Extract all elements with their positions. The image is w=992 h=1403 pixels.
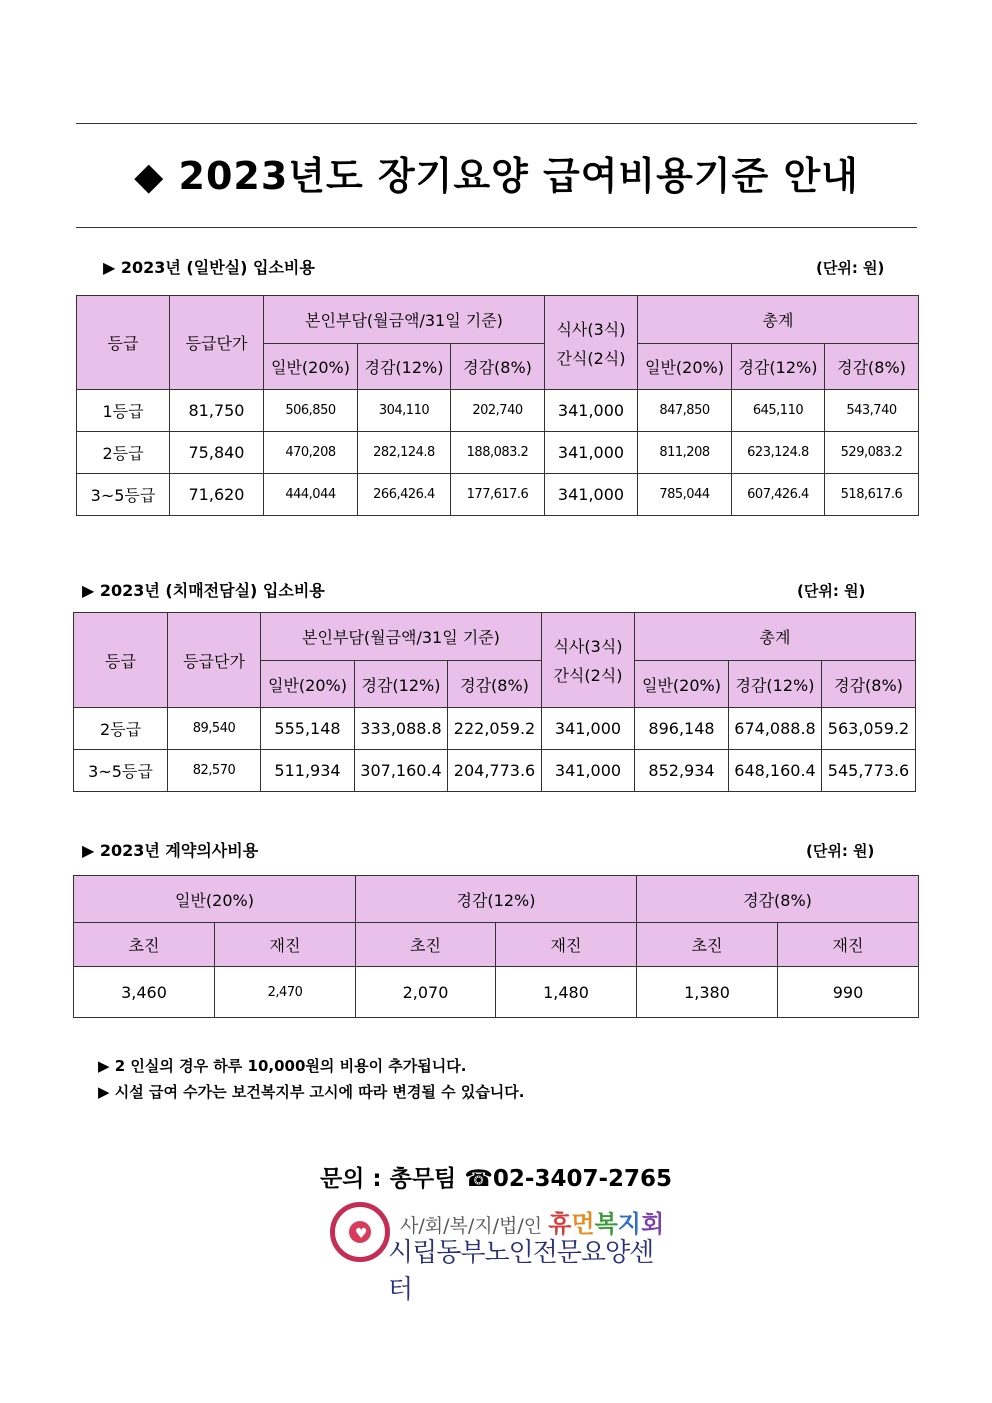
cell-total-reduced8: 529,083.2 — [825, 432, 919, 474]
cell-reduced8: 188,083.2 — [451, 432, 545, 474]
cell-general: 555,148 — [261, 708, 355, 750]
table-row — [77, 390, 919, 432]
cell-reduced12: 333,088.8 — [355, 708, 448, 750]
header-unit-price: 등급단가 — [168, 613, 261, 708]
section3-heading: ▶ 2023년 계약의사비용 — [82, 841, 259, 860]
cell-grade: 2등급 — [74, 708, 168, 750]
cell-price: 81,750 — [170, 390, 264, 432]
cell-total-reduced8: 545,773.6 — [822, 750, 916, 792]
header-total-general: 일반(20%) — [635, 661, 729, 708]
cell-meal: 341,000 — [542, 750, 635, 792]
header-total: 총계 — [638, 296, 919, 344]
cell-reduced12-first: 2,070 — [356, 967, 496, 1018]
cell-grade: 3~5등급 — [77, 474, 170, 516]
header-reduced12: 경감(12%) — [358, 344, 451, 390]
cell-total-reduced8: 543,740 — [825, 390, 919, 432]
cell-reduced12: 307,160.4 — [355, 750, 448, 792]
table-row — [77, 432, 919, 474]
header-meal-snack: 간식(2식) — [553, 666, 623, 685]
header-total-reduced12: 경감(12%) — [732, 344, 825, 390]
header-meal-snack: 간식(2식) — [556, 348, 626, 368]
org-name-char: 회 — [640, 1210, 665, 1238]
header-total-reduced12: 경감(12%) — [729, 661, 822, 708]
header-general: 일반(20%) — [261, 661, 355, 708]
section2-unit: (단위: 원) — [797, 582, 866, 600]
table-row — [74, 750, 916, 792]
cell-total-reduced12: 674,088.8 — [729, 708, 822, 750]
cell-reduced12: 304,110 — [358, 390, 451, 432]
header-unit-price: 등급단가 — [170, 296, 264, 390]
group-general: 일반(20%) — [74, 876, 356, 923]
org-name-char: 휴 — [548, 1210, 572, 1238]
cell-price: 89,540 — [168, 708, 261, 750]
header-meal-main: 식사(3식) — [556, 319, 626, 339]
cell-total-general: 896,148 — [635, 708, 729, 750]
table-row — [74, 708, 916, 750]
org-name-char: 지 — [617, 1210, 641, 1238]
header-grade: 등급 — [74, 613, 168, 708]
table-row — [77, 474, 919, 516]
cell-total-general: 811,208 — [638, 432, 732, 474]
cell-reduced8-first: 1,380 — [637, 967, 778, 1018]
cell-grade: 2등급 — [77, 432, 170, 474]
group-reduced12: 경감(12%) — [356, 876, 637, 923]
org-name-char: 먼 — [571, 1210, 595, 1238]
header-repeat-visit: 재진 — [778, 923, 919, 967]
header-first-visit: 초진 — [637, 923, 778, 967]
cell-reduced8: 202,740 — [451, 390, 545, 432]
header-first-visit: 초진 — [356, 923, 496, 967]
cell-reduced8: 222,059.2 — [448, 708, 542, 750]
note-fee-change: ▶ 시설 급여 수가는 보건복지부 고시에 따라 변경될 수 있습니다. — [98, 1083, 525, 1101]
header-self-pay: 본인부담(월금액/31일 기준) — [261, 613, 542, 661]
cell-total-reduced12: 645,110 — [732, 390, 825, 432]
contact-info: 문의 : 총무팀 ☎02-3407-2765 — [319, 1166, 673, 1192]
section1-unit: (단위: 원) — [816, 259, 885, 277]
org-type: 사/회/복/지/법/인 — [400, 1215, 543, 1237]
cell-reduced8-repeat: 990 — [778, 967, 919, 1018]
section3-unit: (단위: 원) — [806, 842, 875, 860]
cell-reduced12-repeat: 1,480 — [496, 967, 637, 1018]
cell-general-first: 3,460 — [74, 967, 215, 1018]
cell-total-general: 852,934 — [635, 750, 729, 792]
header-grade: 등급 — [77, 296, 170, 390]
cell-price: 71,620 — [170, 474, 264, 516]
cell-price: 75,840 — [170, 432, 264, 474]
cell-meal: 341,000 — [545, 474, 638, 516]
header-repeat-visit: 재진 — [215, 923, 356, 967]
header-self-pay: 본인부담(월금액/31일 기준) — [264, 296, 545, 344]
header-meal — [542, 613, 635, 708]
cell-reduced8: 177,617.6 — [451, 474, 545, 516]
cell-general: 511,934 — [261, 750, 355, 792]
dementia-room-table — [73, 612, 916, 792]
cell-meal: 341,000 — [545, 432, 638, 474]
cell-total-reduced12: 648,160.4 — [729, 750, 822, 792]
group-reduced8: 경감(8%) — [637, 876, 919, 923]
header-total-reduced8: 경감(8%) — [822, 661, 916, 708]
cell-total-reduced12: 623,124.8 — [732, 432, 825, 474]
header-meal-main: 식사(3식) — [553, 637, 623, 656]
cell-meal: 341,000 — [542, 708, 635, 750]
header-total: 총계 — [635, 613, 916, 661]
header-reduced8: 경감(8%) — [451, 344, 545, 390]
cell-total-general: 785,044 — [638, 474, 732, 516]
cell-grade: 1등급 — [77, 390, 170, 432]
header-first-visit: 초진 — [74, 923, 215, 967]
cell-meal: 341,000 — [545, 390, 638, 432]
section2-heading: ▶ 2023년 (치매전담실) 입소비용 — [82, 581, 325, 600]
header-general: 일반(20%) — [264, 344, 358, 390]
cell-total-general: 847,850 — [638, 390, 732, 432]
general-room-table — [76, 295, 919, 516]
section1-heading: ▶ 2023년 (일반실) 입소비용 — [103, 258, 315, 277]
header-meal — [545, 296, 638, 390]
header-reduced12: 경감(12%) — [355, 661, 448, 708]
cell-general: 470,208 — [264, 432, 358, 474]
cell-reduced8: 204,773.6 — [448, 750, 542, 792]
cell-grade: 3~5등급 — [74, 750, 168, 792]
header-repeat-visit: 재진 — [496, 923, 637, 967]
center-name: 시립동부노인전문요양센터 — [388, 1238, 654, 1305]
table-row — [74, 967, 919, 1018]
top-rule — [76, 123, 917, 124]
cell-reduced12: 282,124.8 — [358, 432, 451, 474]
cell-total-reduced8: 518,617.6 — [825, 474, 919, 516]
org-name-char: 복 — [594, 1210, 618, 1238]
organization-logo — [330, 1202, 670, 1305]
page-title: ◆ 2023년도 장기요양 급여비용기준 안내 — [134, 154, 859, 198]
cell-general: 444,044 — [264, 474, 358, 516]
header-reduced8: 경감(8%) — [448, 661, 542, 708]
cell-total-reduced12: 607,426.4 — [732, 474, 825, 516]
header-total-reduced8: 경감(8%) — [825, 344, 919, 390]
title-bottom-rule — [76, 227, 917, 228]
cell-price: 82,570 — [168, 750, 261, 792]
cell-general: 506,850 — [264, 390, 358, 432]
contract-doctor-table — [73, 875, 919, 1018]
note-double-room: ▶ 2 인실의 경우 하루 10,000원의 비용이 추가됩니다. — [98, 1057, 467, 1075]
header-total-general: 일반(20%) — [638, 344, 732, 390]
heart-emblem-icon: ♥ — [330, 1202, 390, 1262]
cell-general-repeat: 2,470 — [215, 967, 356, 1018]
cell-total-reduced8: 563,059.2 — [822, 708, 916, 750]
cell-reduced12: 266,426.4 — [358, 474, 451, 516]
